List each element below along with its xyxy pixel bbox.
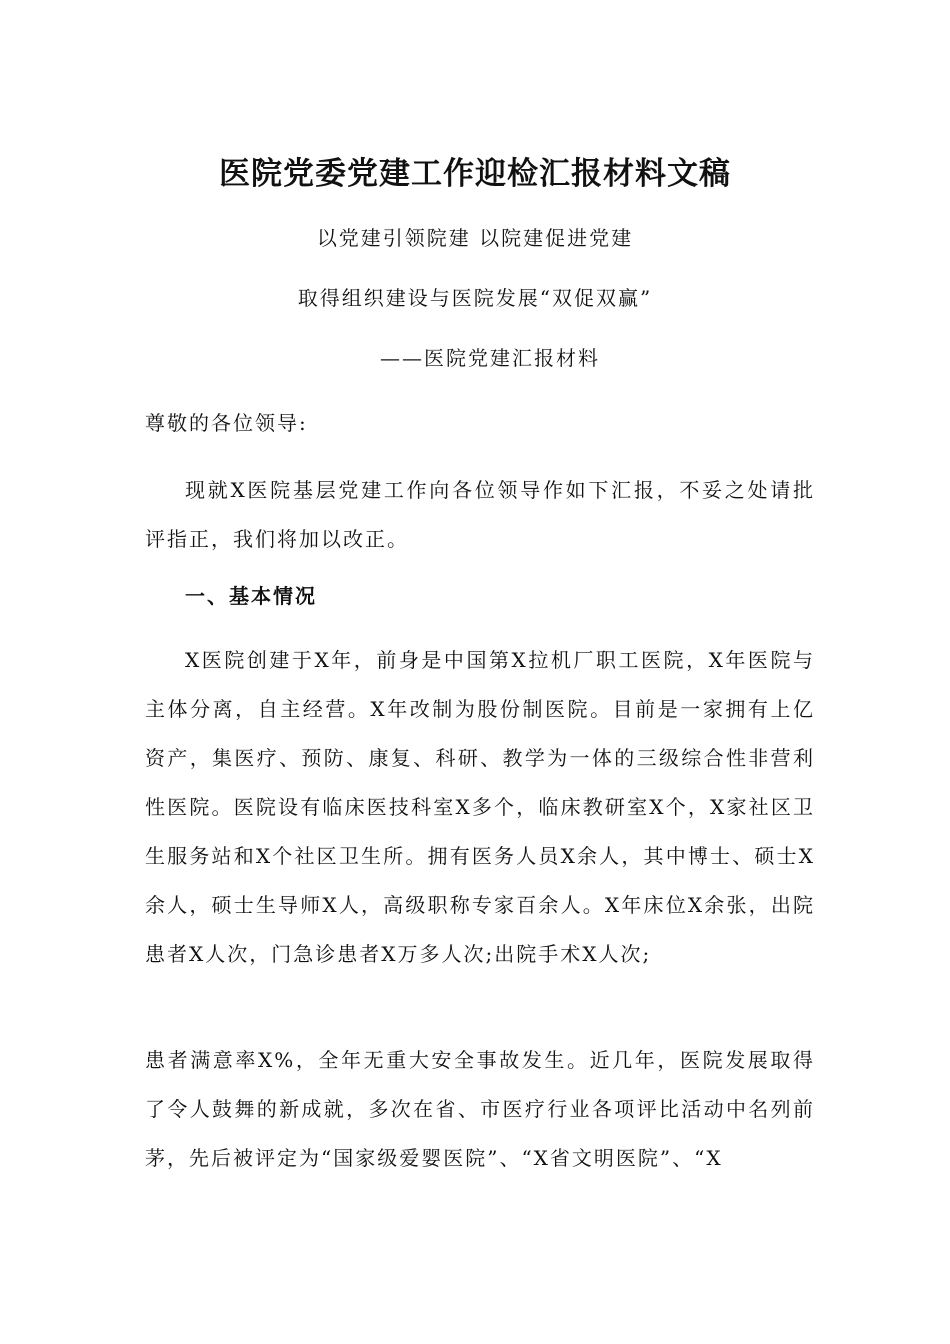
subtitle-line-3: ——医院党建汇报材料 [380,346,600,370]
intro-paragraph: 现就X医院基层党建工作向各位领导作如下汇报，不妥之处请批评指正，我们将加以改正。 [145,478,815,551]
salutation: 尊敬的各位领导: [145,411,308,435]
subtitle-line-2: 取得组织建设与医院发展“双促双赢” [297,286,653,310]
basic-info-paragraph: X医院创建于X年，前身是中国第X拉机厂职工医院，X年医院与主体分离，自主经营。X年改制为股份制医院。目前是一家拥有上亿资产，集医疗、预防、康复、科研、教学为一体的三级综合性非营利性医院。医院设有临床医技科室X多个，临床教研室X个，X家社区卫生服务站和X个社区卫生所。拥有医务人员X余人，其中博士、硕士X余人，硕士生导师X人，高级职称专家百余人。X年床位X余张，出院患者X人次，门急诊患者X万多人次;出院手术X人次; [145,648,815,966]
section-heading-basic: 一、基本情况 [185,584,317,608]
basic-info-continuation: 患者满意率X%，全年无重大安全事故发生。近几年，医院发展取得了令人鼓舞的新成就，多次在省、市医疗行业各项评比活动中名列前茅，先后被评定为“国家级爱婴医院”、“X省文明医院”、“X [145,1048,815,1170]
document-title: 医院党委党建工作迎检汇报材料文稿 [219,156,731,192]
subtitle-line-1: 以党建引领院建 以院建促进党建 [316,226,634,250]
